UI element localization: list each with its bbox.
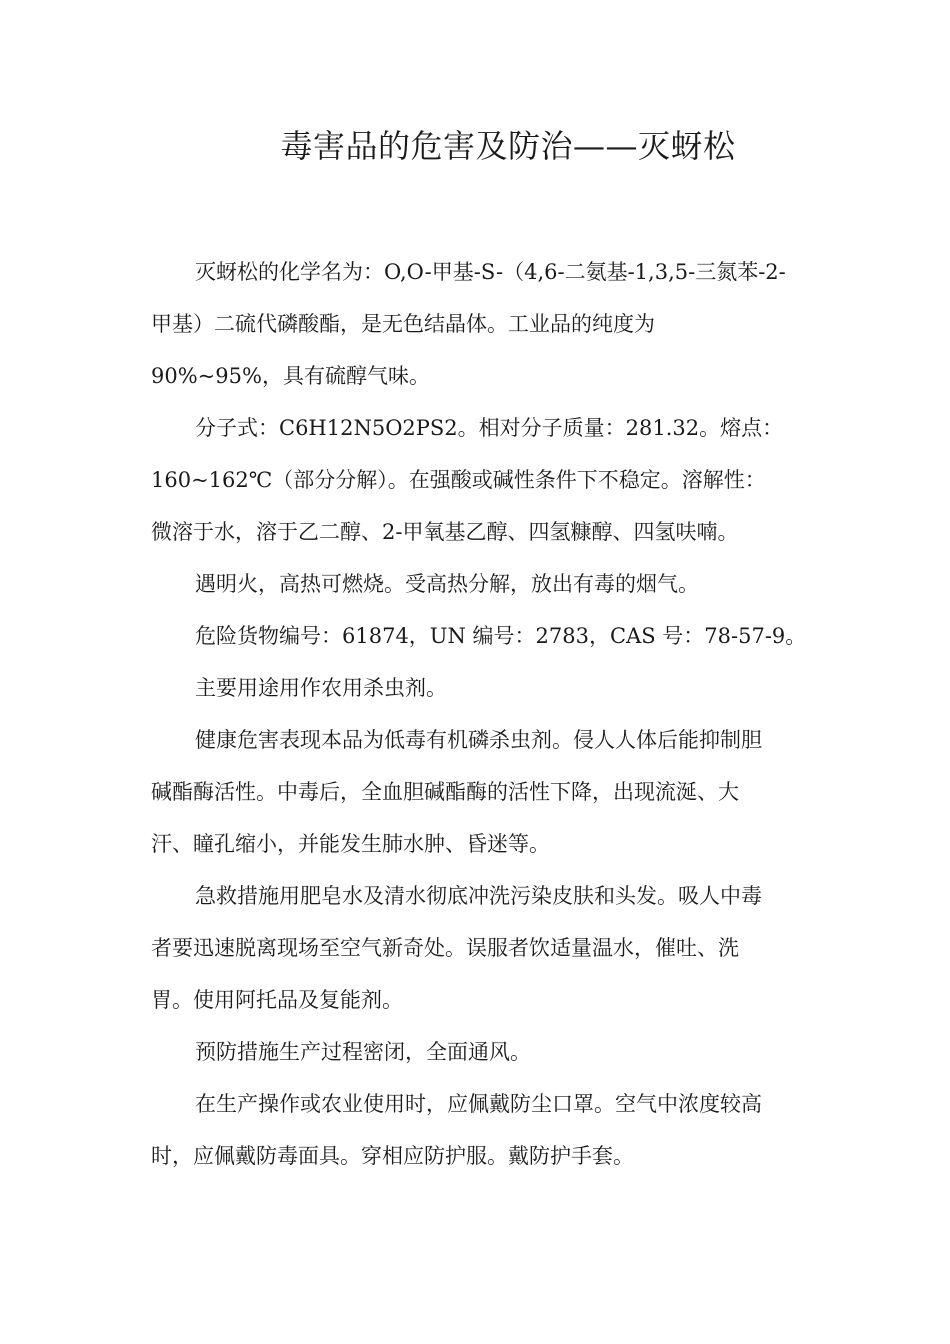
document-title: 毒害品的危害及防治——灭蚜松 (280, 127, 736, 165)
text-line: 甲基）二硫代磷酸酯，是无色结晶体。工业品的纯度为 (151, 312, 655, 336)
text-line: 灭蚜松的化学名为：O,O-甲基-S-（4,6-二氨基-1,3,5-三氮苯-2- (195, 260, 786, 284)
paragraph-first-aid (151, 870, 801, 1026)
text-line: 健康危害表现本品为低毒有机磷杀虫剂。侵人人体后能抑制胆 (195, 728, 762, 752)
text-line: 微溶于水，溶于乙二醇、2-甲氧基乙醇、四氢糠醇、四氢呋喃。 (151, 520, 739, 544)
text-line: 预防措施生产过程密闭，全面通风。 (195, 1040, 531, 1064)
text-line: 分子式：C6H12N5O2PS2。相对分子质量：281.32。熔点： (195, 416, 784, 440)
text-line: 胃。使用阿托品及复能剂。 (151, 988, 403, 1012)
text-line: 遇明火，高热可燃烧。受高热分解，放出有毒的烟气。 (195, 572, 699, 596)
paragraph-main-use (151, 662, 801, 714)
text-line: 危险货物编号：61874，UN 编号：2783，CAS 号：78-57-9。 (195, 624, 807, 648)
paragraph-flammability (151, 558, 801, 610)
document-body (151, 246, 807, 1182)
text-line: 时，应佩戴防毒面具。穿相应防护服。戴防护手套。 (151, 1144, 634, 1168)
paragraph-molecular-formula (151, 402, 801, 558)
text-line: 者要迅速脱离现场至空气新奇处。误服者饮适量温水，催吐、洗 (151, 936, 739, 960)
paragraph-hazard-numbers (151, 610, 807, 662)
text-line: 急救措施用肥皂水及清水彻底冲洗污染皮肤和头发。吸人中毒 (195, 884, 762, 908)
text-line: 90%~95%，具有硫醇气味。 (151, 364, 430, 388)
text-line: 主要用途用作农用杀虫剂。 (195, 676, 447, 700)
text-line: 在生产操作或农业使用时，应佩戴防尘口罩。空气中浓度较高 (195, 1092, 762, 1116)
paragraph-protection (151, 1078, 801, 1182)
paragraph-chemical-name (151, 246, 801, 402)
text-line: 160~162℃（部分分解）。在强酸或碱性条件下不稳定。溶解性： (151, 468, 766, 492)
text-line: 碱酯酶活性。中毒后，全血胆碱酯酶的活性下降，出现流涎、大 (151, 780, 739, 804)
paragraph-prevention (151, 1026, 801, 1078)
paragraph-health-hazard (151, 714, 801, 870)
text-line: 汗、瞳孔缩小，并能发生肺水肿、昏迷等。 (151, 832, 550, 856)
